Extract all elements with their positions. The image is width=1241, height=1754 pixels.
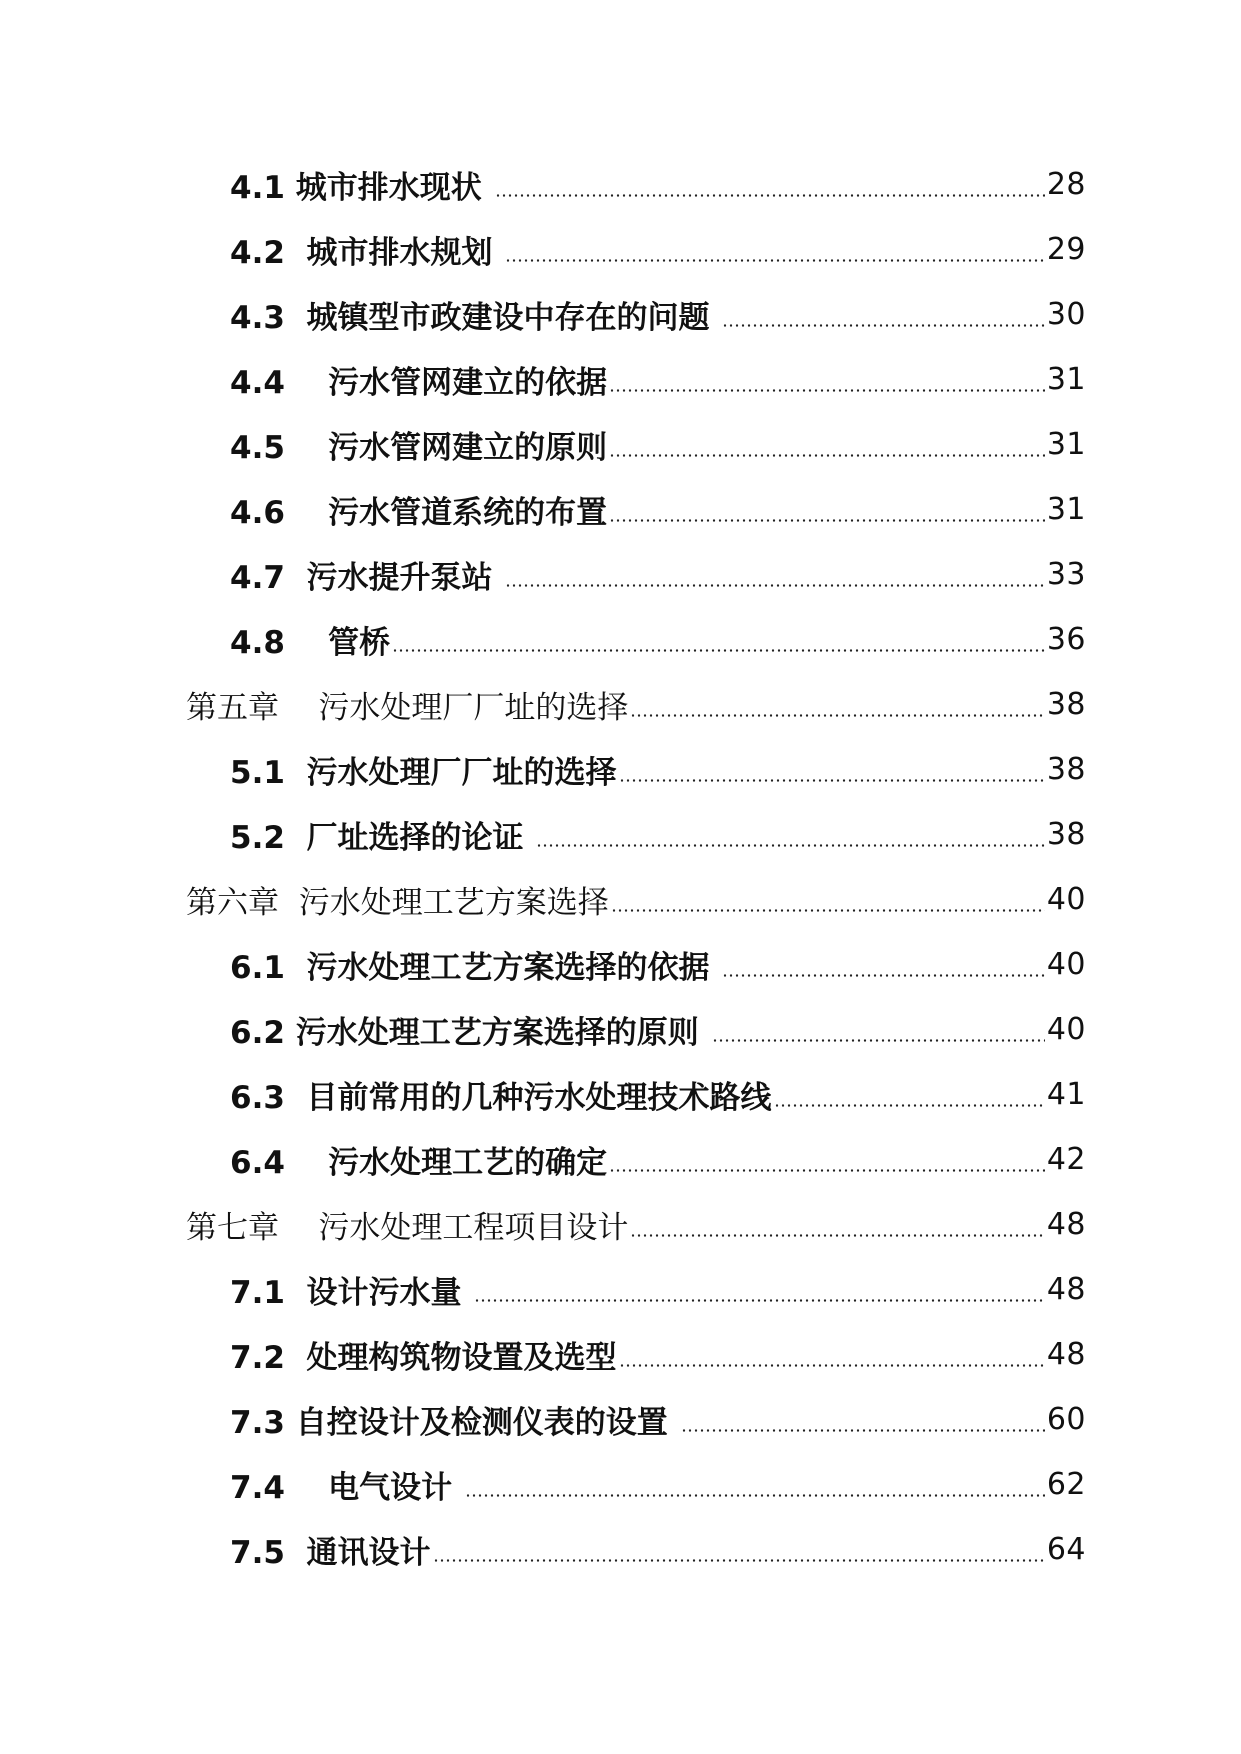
dot-leader: [609, 454, 1045, 457]
toc-entry-5-2[interactable]: [186, 802, 1086, 867]
toc-entry-title: 4.2 城市排水规划: [230, 235, 504, 271]
toc-page-number: 30: [1046, 297, 1086, 332]
dot-leader: [619, 779, 1045, 782]
toc-entry-title: 第五章 污水处理厂厂址的选择: [186, 690, 629, 726]
toc-entry-7-3[interactable]: [186, 1387, 1086, 1452]
toc-page-number: 40: [1046, 947, 1086, 982]
dot-leader: [609, 389, 1045, 392]
toc-page-number: 28: [1046, 167, 1086, 202]
dot-leader: [392, 649, 1045, 652]
toc-entry-title: 4.6 污水管道系统的布置: [230, 495, 608, 531]
dot-leader: [611, 909, 1045, 912]
toc-entry-5-1[interactable]: [186, 737, 1086, 802]
dot-leader: [722, 974, 1045, 977]
toc-entry-chapter-7[interactable]: [186, 1192, 1086, 1257]
dot-leader: [495, 194, 1045, 197]
toc-entry-title: 6.1 污水处理工艺方案选择的依据: [230, 950, 721, 986]
toc-entry-7-5[interactable]: [186, 1517, 1086, 1582]
toc-page-number: 29: [1046, 232, 1086, 267]
toc-entry-4-6[interactable]: [186, 477, 1086, 542]
toc-entry-4-2[interactable]: [186, 217, 1086, 282]
toc-page-number: 40: [1046, 1012, 1086, 1047]
toc-entry-title: 6.2 污水处理工艺方案选择的原则: [230, 1015, 710, 1051]
toc-entry-title: 4.4 污水管网建立的依据: [230, 365, 608, 401]
toc-entry-4-8[interactable]: [186, 607, 1086, 672]
toc-entry-4-1[interactable]: [186, 152, 1086, 217]
toc-entry-title: 4.8 管桥: [230, 625, 391, 661]
toc-page-number: 36: [1046, 622, 1086, 657]
toc-entry-title: 6.3 目前常用的几种污水处理技术路线: [230, 1080, 772, 1116]
toc-page-number: 38: [1046, 817, 1086, 852]
toc-entry-title: 第六章 污水处理工艺方案选择: [186, 885, 609, 921]
toc-page-number: 38: [1046, 687, 1086, 722]
dot-leader: [505, 259, 1045, 262]
toc-entry-title: 7.2 处理构筑物设置及选型: [230, 1340, 617, 1376]
toc-page-number: 48: [1046, 1337, 1086, 1372]
dot-leader: [465, 1494, 1045, 1497]
toc-page-number: 62: [1046, 1467, 1086, 1502]
dot-leader: [681, 1429, 1045, 1432]
toc-entry-4-5[interactable]: [186, 412, 1086, 477]
dot-leader: [712, 1039, 1045, 1042]
toc-entry-title: 第七章 污水处理工程项目设计: [186, 1210, 629, 1246]
toc-entry-6-3[interactable]: [186, 1062, 1086, 1127]
toc-entry-4-4[interactable]: [186, 347, 1086, 412]
toc-page-number: 42: [1046, 1142, 1086, 1177]
dot-leader: [774, 1104, 1045, 1107]
dot-leader: [433, 1559, 1045, 1562]
dot-leader: [630, 714, 1044, 717]
toc-entry-4-7[interactable]: [186, 542, 1086, 607]
dot-leader: [619, 1364, 1045, 1367]
toc-page-number: 31: [1046, 362, 1086, 397]
toc-page-number: 48: [1046, 1207, 1086, 1242]
toc-entry-4-3[interactable]: [186, 282, 1086, 347]
dot-leader: [630, 1234, 1044, 1237]
toc-page-number: 33: [1046, 557, 1086, 592]
toc-page-number: 38: [1046, 752, 1086, 787]
toc-entry-title: 4.5 污水管网建立的原则: [230, 430, 608, 466]
toc-entry-title: 7.1 设计污水量: [230, 1275, 473, 1311]
toc-entry-title: 5.2 厂址选择的论证: [230, 820, 535, 856]
toc-page-number: 60: [1046, 1402, 1086, 1437]
toc-entry-title: 5.1 污水处理厂厂址的选择: [230, 755, 617, 791]
toc-entry-6-2[interactable]: [186, 997, 1086, 1062]
toc-entry-7-2[interactable]: [186, 1322, 1086, 1387]
table-of-contents: [186, 152, 1086, 1582]
toc-page-number: 41: [1046, 1077, 1086, 1112]
dot-leader: [609, 1169, 1045, 1172]
toc-entry-chapter-6[interactable]: [186, 867, 1086, 932]
toc-entry-title: 7.5 通讯设计: [230, 1535, 431, 1571]
toc-entry-chapter-5[interactable]: [186, 672, 1086, 737]
dot-leader: [474, 1299, 1045, 1302]
toc-entry-7-1[interactable]: [186, 1257, 1086, 1322]
dot-leader: [722, 324, 1045, 327]
dot-leader: [536, 844, 1045, 847]
toc-page-number: 48: [1046, 1272, 1086, 1307]
toc-page-number: 31: [1046, 427, 1086, 462]
dot-leader: [505, 584, 1045, 587]
toc-page-number: 64: [1046, 1532, 1086, 1567]
toc-entry-title: 4.3 城镇型市政建设中存在的问题: [230, 300, 721, 336]
dot-leader: [609, 519, 1045, 522]
toc-entry-title: 7.4 电气设计: [230, 1470, 463, 1506]
toc-entry-6-1[interactable]: [186, 932, 1086, 997]
toc-entry-7-4[interactable]: [186, 1452, 1086, 1517]
toc-page-number: 40: [1046, 882, 1086, 917]
toc-page-number: 31: [1046, 492, 1086, 527]
toc-entry-title: 7.3 自控设计及检测仪表的设置: [230, 1405, 679, 1441]
toc-entry-title: 4.7 污水提升泵站: [230, 560, 504, 596]
toc-entry-6-4[interactable]: [186, 1127, 1086, 1192]
toc-entry-title: 4.1 城市排水现状: [230, 170, 493, 206]
toc-entry-title: 6.4 污水处理工艺的确定: [230, 1145, 608, 1181]
